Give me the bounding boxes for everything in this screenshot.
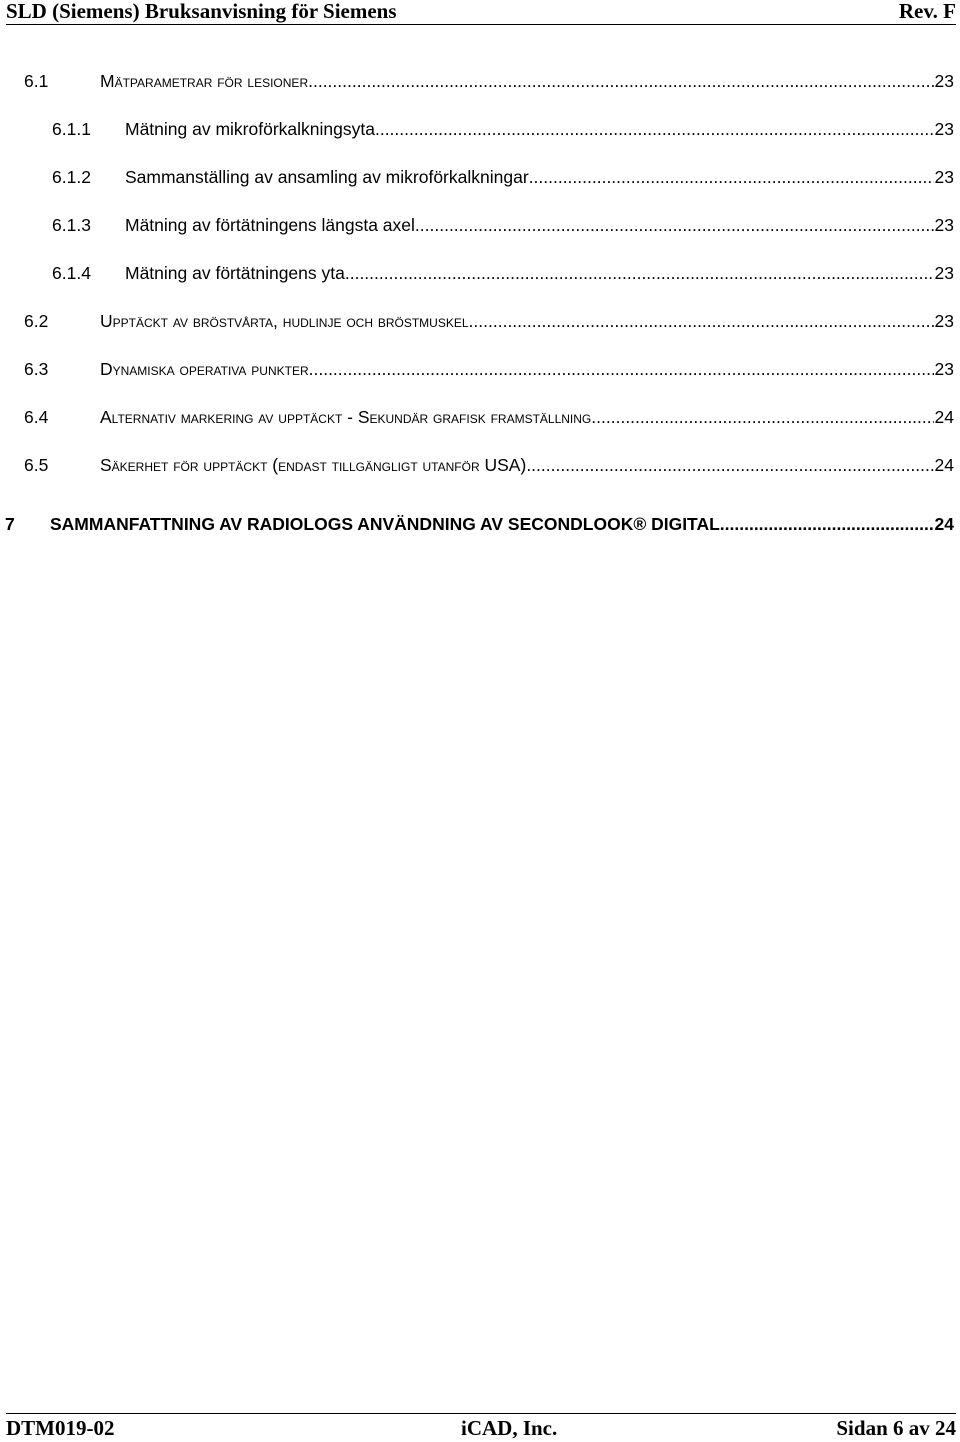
toc-entry-title: Upptäckt av bröstvårta, hudlinje och bröstmuskel	[100, 311, 469, 331]
toc-entry-title: Säkerhet för upptäckt (endast tillgängligt utanför USA)	[100, 455, 527, 475]
toc-entry-number: 6.1.4	[52, 263, 91, 283]
toc-entry-number: 6.3	[24, 359, 49, 379]
toc-entry-page: 23	[934, 215, 954, 235]
toc-entry-page: 23	[934, 263, 954, 283]
toc-entry-number: 6.5	[24, 455, 49, 475]
toc-leader-dots	[469, 310, 934, 332]
footer-page-info: Sidan 6 av 24	[836, 1416, 956, 1440]
toc-entry-page: 23	[934, 71, 954, 91]
toc-entry-title: Mätning av förtätningens yta	[125, 263, 345, 283]
toc-entry-title: Sammanställing av ansamling av mikroförkalkningar	[125, 167, 529, 187]
toc-entry-title: Alternativ markering av upptäckt - Sekundär grafisk framställning	[100, 407, 592, 427]
toc-entry-number: 6.1.2	[52, 167, 91, 187]
footer-doc-id: DTM019-02	[6, 1416, 115, 1440]
toc-entry-6-5[interactable]	[24, 454, 954, 476]
toc-entry-number: 6.4	[24, 407, 49, 427]
page-header	[6, 0, 956, 25]
toc-entry-page: 23	[934, 167, 954, 187]
toc-entry-6-1-2[interactable]	[52, 166, 954, 188]
toc-leader-dots	[720, 513, 934, 535]
toc-entry-6-1-3[interactable]	[52, 214, 954, 236]
page-footer	[6, 1413, 956, 1440]
toc-entry-page: 24	[934, 514, 954, 534]
toc-leader-dots	[529, 166, 934, 188]
header-revision: Rev. F	[898, 0, 956, 23]
toc-entry-6-1-4[interactable]	[52, 262, 954, 284]
toc-entry-page: 23	[934, 119, 954, 139]
toc-entry-page: 24	[934, 407, 954, 427]
toc-entry-number: 6.1.3	[52, 215, 91, 235]
toc-entry-title: SAMMANFATTNING AV RADIOLOGS ANVÄNDNING AV SECONDLOOK® DIGITAL	[50, 514, 720, 534]
toc-leader-dots	[415, 214, 934, 236]
toc-entry-title: Mätning av förtätningens längsta axel	[125, 215, 415, 235]
toc-entry-number: 7	[5, 514, 15, 534]
footer-company: iCAD, Inc.	[461, 1416, 558, 1440]
toc-entry-6-2[interactable]	[24, 310, 954, 332]
toc-entry-page: 24	[934, 455, 954, 475]
toc-entry-number: 6.1	[24, 71, 49, 91]
toc-entry-title: Mätning av mikroförkalkningsyta	[125, 119, 375, 139]
header-title: SLD (Siemens) Bruksanvisning för Siemens	[6, 0, 397, 23]
toc-entry-6-1-1[interactable]	[52, 118, 954, 140]
toc-entry-page: 23	[934, 359, 954, 379]
toc-entry-number: 6.2	[24, 311, 49, 331]
toc-leader-dots	[591, 406, 933, 428]
toc-leader-dots	[345, 262, 934, 284]
toc-entry-6-3[interactable]	[24, 358, 954, 380]
toc-leader-dots	[375, 118, 934, 140]
toc-leader-dots	[309, 358, 934, 380]
toc-leader-dots	[526, 454, 933, 476]
toc-entry-6-4[interactable]	[24, 406, 954, 428]
toc-entry-page: 23	[934, 311, 954, 331]
toc-entry-6-1[interactable]	[24, 70, 954, 92]
toc-entry-title: Mätparametrar för lesioner	[100, 71, 309, 91]
toc-leader-dots	[308, 70, 933, 92]
toc-entry-title: Dynamiska operativa punkter	[100, 359, 309, 379]
toc-entry-number: 6.1.1	[52, 119, 91, 139]
toc-entry-7[interactable]	[5, 513, 954, 535]
